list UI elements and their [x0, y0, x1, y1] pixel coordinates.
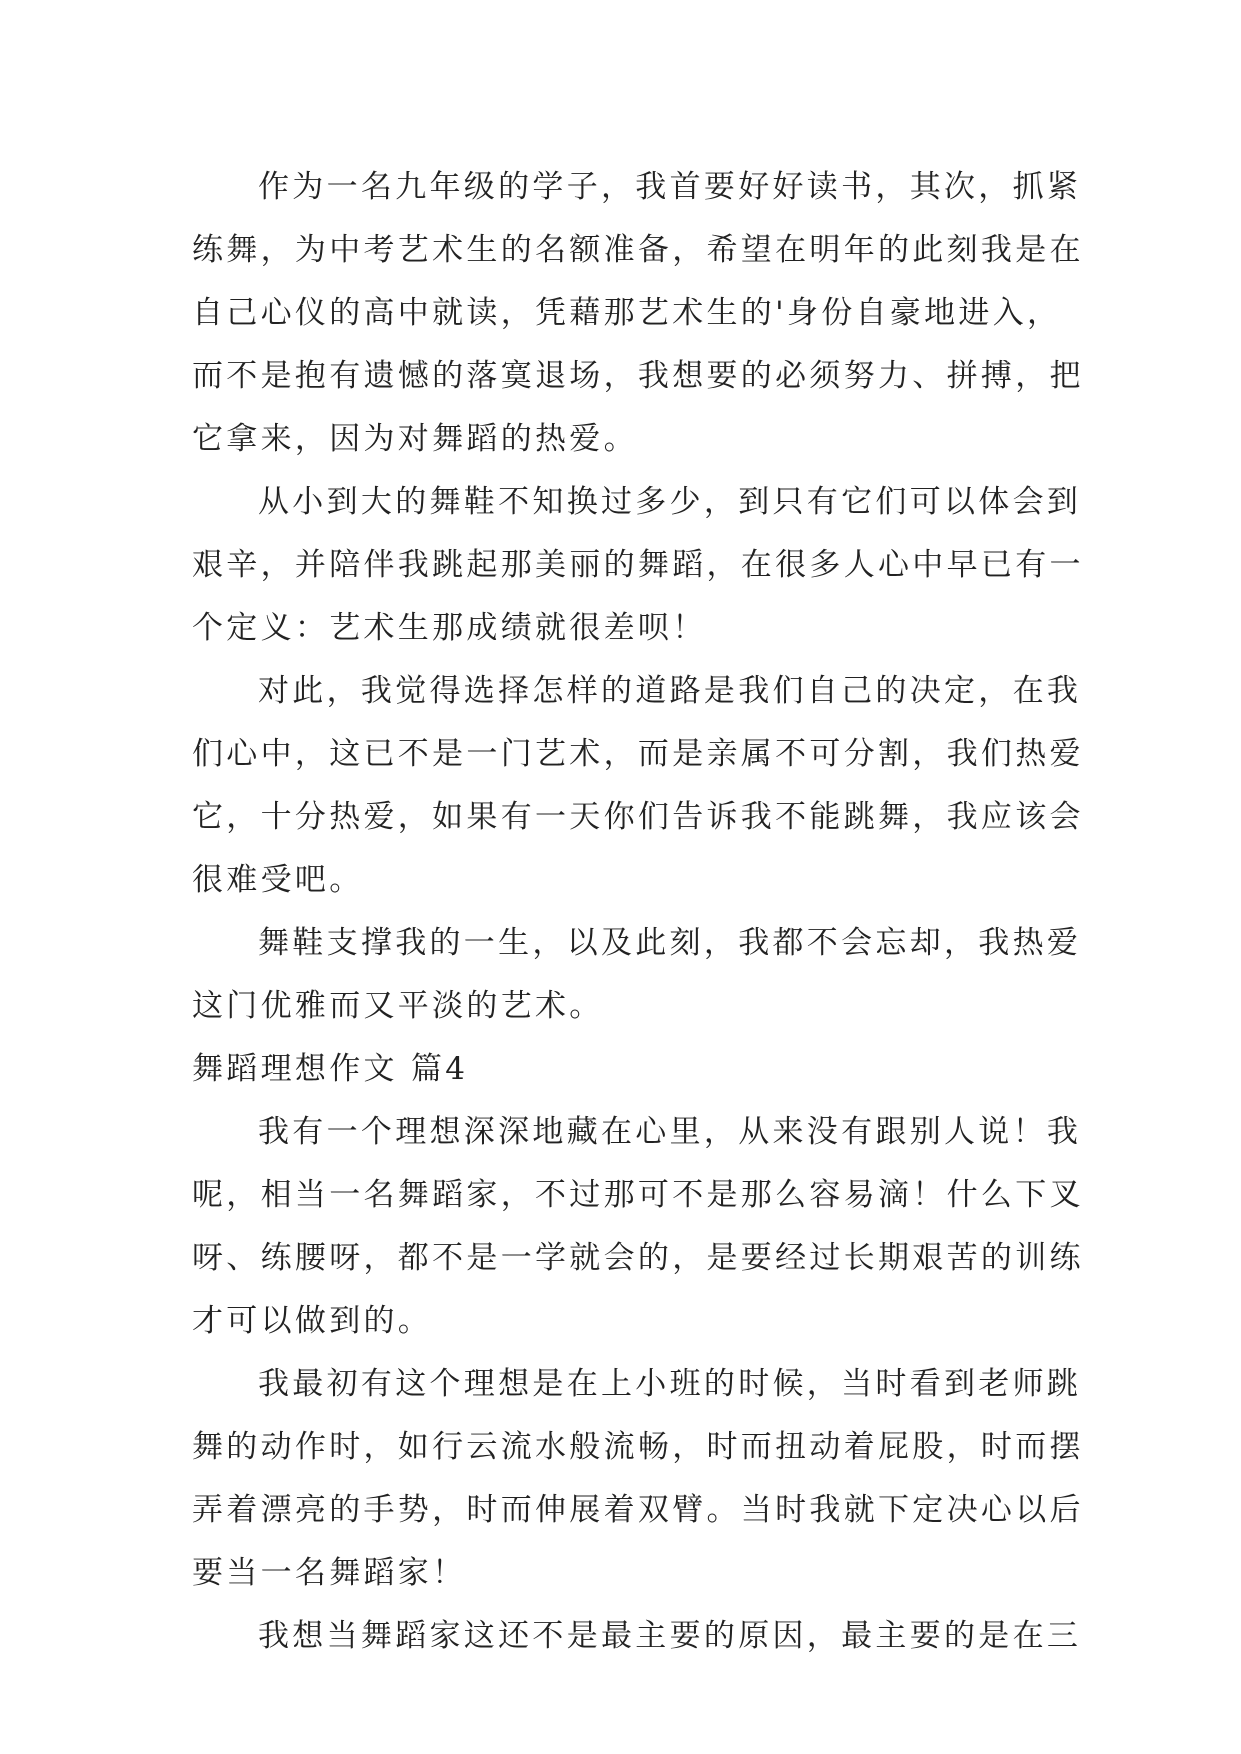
text-line: 而不是抱有遗憾的落寞退场，我想要的必须努力、拼搏，把 [192, 358, 1084, 394]
text-line: 个定义：艺术生那成绩就很差呗！ [192, 610, 707, 646]
text-line: 舞鞋支撑我的一生，以及此刻，我都不会忘却，我热爱 [258, 925, 1082, 961]
text-line: 我最初有这个理想是在上小班的时候，当时看到老师跳 [258, 1366, 1082, 1402]
paragraph [192, 156, 1084, 471]
text-line: 自己心仪的高中就读，凭藉那艺术生的'身份自豪地进入， [192, 295, 1062, 331]
text-line: 作为一名九年级的学子，我首要好好读书，其次，抓紧 [258, 169, 1082, 205]
paragraph [192, 1101, 1084, 1353]
text-line: 对此，我觉得选择怎样的道路是我们自己的决定，在我 [258, 673, 1082, 709]
text-line: 艰辛，并陪伴我跳起那美丽的舞蹈，在很多人心中早已有一 [192, 547, 1084, 583]
text-line: 我想当舞蹈家这还不是最主要的原因，最主要的是在三 [258, 1618, 1082, 1654]
paragraph [192, 660, 1084, 912]
text-line: 这门优雅而又平淡的艺术。 [192, 988, 604, 1024]
text-line: 要当一名舞蹈家！ [192, 1555, 467, 1591]
text-line: 舞的动作时，如行云流水般流畅，时而扭动着屁股，时而摆 [192, 1429, 1084, 1465]
text-line: 很难受吧。 [192, 862, 364, 898]
text-line: 们心中，这已不是一门艺术，而是亲属不可分割，我们热爱 [192, 736, 1084, 772]
paragraph [192, 1605, 1082, 1668]
text-line: 呀、练腰呀，都不是一学就会的，是要经过长期艰苦的训练 [192, 1240, 1084, 1276]
paragraph [192, 912, 1082, 1038]
paragraph [192, 1353, 1084, 1605]
text-line: 呢，相当一名舞蹈家，不过那可不是那么容易滴！什么下叉 [192, 1177, 1084, 1213]
document-page [192, 156, 1084, 1668]
section-heading: 舞蹈理想作文 篇4 [192, 1051, 469, 1087]
text-line: 它，十分热爱，如果有一天你们告诉我不能跳舞，我应该会 [192, 799, 1084, 835]
paragraph [192, 471, 1084, 660]
text-line: 我有一个理想深深地藏在心里，从来没有跟别人说！我 [258, 1114, 1082, 1150]
text-line: 练舞，为中考艺术生的名额准备，希望在明年的此刻我是在 [192, 232, 1084, 268]
text-line: 从小到大的舞鞋不知换过多少，到只有它们可以体会到 [258, 484, 1082, 520]
text-line: 弄着漂亮的手势，时而伸展着双臂。当时我就下定决心以后 [192, 1492, 1084, 1528]
text-line: 才可以做到的。 [192, 1303, 433, 1339]
text-line: 它拿来，因为对舞蹈的热爱。 [192, 421, 638, 457]
